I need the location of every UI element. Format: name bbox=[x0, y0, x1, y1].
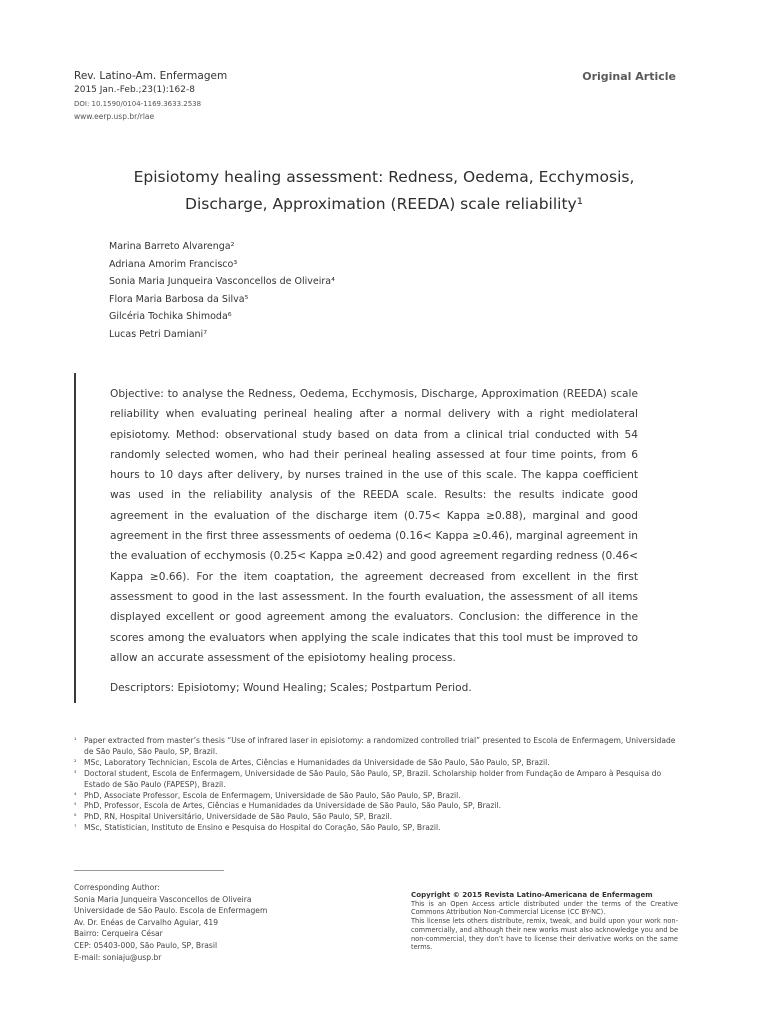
journal-info bbox=[74, 70, 227, 121]
footnote bbox=[74, 736, 676, 758]
corresponding-institution: Universidade de São Paulo. Escola de Enfermagem bbox=[74, 906, 268, 916]
author-name: Flora Maria Barbosa da Silva⁵ bbox=[109, 293, 249, 305]
footnotes bbox=[74, 736, 676, 834]
footnote-text: Doctoral student, Escola de Enfermagem, Universidade de São Paulo, São Paulo, SP, Brazil. Scholarship holder from Fundação de Amparo à Pesquisa do Estado de São Paulo (FAPESP), Brazil. bbox=[84, 768, 662, 789]
footnote-text: Paper extracted from master’s thesis “Use of infrared laser in episiotomy: a randomized controlled trial” presented to Escola de Enfermagem, Universidade de São Paulo, São Paulo, SP, Brazil. bbox=[84, 736, 676, 756]
corresponding-name: Sonia Maria Junqueira Vasconcellos de Oliveira bbox=[74, 894, 252, 904]
corresponding-author-block bbox=[74, 882, 267, 963]
footnote-number: ³ bbox=[74, 769, 77, 777]
footer-divider bbox=[74, 870, 224, 871]
author-name: Sonia Maria Junqueira Vasconcellos de Oliveira⁴ bbox=[109, 276, 335, 288]
author-name: Marina Barreto Alvarenga² bbox=[109, 241, 235, 252]
footnote-number: ⁴ bbox=[74, 791, 77, 799]
corresponding-district: Bairro: Cerqueira César bbox=[74, 929, 163, 939]
author-name: Lucas Petri Damiani⁷ bbox=[109, 328, 208, 340]
footnote-number: ⁶ bbox=[74, 813, 77, 821]
footnote bbox=[74, 801, 676, 812]
article-type-label: Original Article bbox=[582, 70, 676, 83]
journal-url[interactable]: www.eerp.usp.br/rlae bbox=[74, 112, 155, 121]
corresponding-address: Av. Dr. Enéas de Carvalho Aguiar, 419 bbox=[74, 917, 219, 927]
footnote-text: PhD, Professor, Escola de Artes, Ciências e Humanidades da Universidade de São Paulo, São Paulo, SP, Brazil. bbox=[84, 801, 501, 811]
footnote-number: ¹ bbox=[74, 737, 77, 744]
descriptors: Descriptors: Episiotomy; Wound Healing; Scales; Postpartum Period. bbox=[110, 682, 472, 695]
corresponding-heading: Corresponding Author: bbox=[74, 883, 160, 892]
copyright-heading: Copyright © 2015 Revista Latino-Americana de Enfermagem bbox=[411, 890, 653, 899]
footnote bbox=[74, 812, 676, 823]
author-name: Gilcéria Tochika Shimoda⁶ bbox=[109, 311, 232, 323]
corresponding-email[interactable]: E-mail: soniaju@usp.br bbox=[74, 952, 162, 962]
footnote-text: PhD, Associate Professor, Escola de Enfermagem, Universidade de São Paulo, São Paulo, SP, Brazil. bbox=[84, 790, 461, 800]
journal-name: Rev. Latino-Am. Enfermagem bbox=[74, 70, 228, 82]
footnote-number: ⁷ bbox=[74, 824, 77, 832]
article-title-line-2: Discharge, Approximation (REEDA) scale reliability¹ bbox=[185, 195, 583, 213]
article-title bbox=[74, 164, 694, 218]
abstract bbox=[110, 384, 638, 698]
article-title-line-1: Episiotomy healing assessment: Redness, Oedema, Ecchymosis, bbox=[133, 168, 635, 186]
footnote bbox=[74, 758, 676, 769]
footnote bbox=[74, 769, 676, 791]
footnote-text: PhD, RN, Hospital Universitário, Universidade de São Paulo, São Paulo, SP, Brazil. bbox=[84, 812, 393, 822]
footnote-number: ² bbox=[74, 758, 77, 766]
footnote bbox=[74, 791, 676, 802]
copyright-block bbox=[411, 891, 678, 952]
copyright-terms: This license lets others distribute, remix, tweak, and build upon your work non-commercially, and although their new works must also acknowledge you and be non-commercial, they don’t have to license their derivative works on the same terms. bbox=[411, 917, 678, 952]
abstract-text: Objective: to analyse the Redness, Oedema, Ecchymosis, Discharge, Approximation (REEDA) scale reliability when evaluating perineal healing after a normal delivery with a right mediolateral episiotomy. Method: observational study based on data from a clinical trial conducted with 54 randomly selected women, who had their perineal healing assessed at four time points, from 6 hours to 10 days after delivery, by nurses trained in the use of this scale. The kappa coefficient was used in the reliability analysis of the REEDA scale. Results: the results indicate good agreement in the evaluation of the discharge item (0.75< Kappa ≥0.88), marginal and good agreement in the first three assessments of oedema (0.16< Kappa ≥0.46), marginal agreement in the evaluation of ecchymosis (0.25< Kappa ≥0.42) and good agreement regarding redness (0.46< Kappa ≥0.66). For the item coaptation, the agreement decreased from excellent in the first assessment to good in the last assessment. In the fourth evaluation, the assessment of all items displayed excellent or good agreement among the evaluators. Conclusion: the difference in the scores among the evaluators when applying the scale indicates that this tool must be improved to allow an accurate assessment of the episiotomy healing process. bbox=[110, 388, 638, 664]
copyright-license: This is an Open Access article distributed under the terms of the Creative Commons Attribution Non-Commercial License (CC BY-NC). bbox=[411, 899, 678, 917]
author-name: Adriana Amorim Francisco³ bbox=[109, 258, 238, 270]
footnote-number: ⁵ bbox=[74, 802, 77, 810]
footnote-text: MSc, Laboratory Technician, Escola de Artes, Ciências e Humanidades da Universidade de São Paulo, São Paulo, SP, Brazil. bbox=[84, 757, 550, 767]
corresponding-postcode: CEP: 05403-000, São Paulo, SP, Brasil bbox=[74, 940, 218, 950]
journal-issue: 2015 Jan.-Feb.;23(1):162-8 bbox=[74, 85, 195, 95]
journal-doi: DOI: 10.1590/0104-1169.3633.2538 bbox=[74, 100, 202, 108]
footnote bbox=[74, 823, 676, 834]
author-list bbox=[109, 238, 335, 344]
footnote-text: MSc, Statistician, Instituto de Ensino e Pesquisa do Hospital do Coração, São Paulo, SP, Brazil. bbox=[84, 823, 441, 833]
abstract-side-rule bbox=[74, 373, 76, 703]
